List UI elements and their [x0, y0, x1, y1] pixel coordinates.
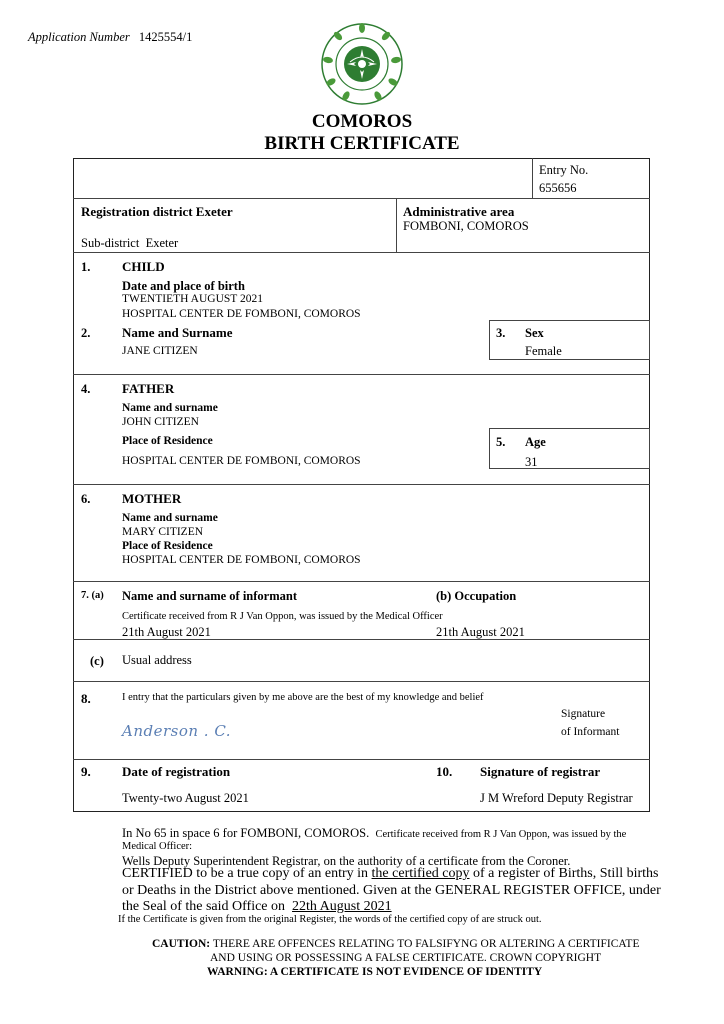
divider [73, 681, 650, 682]
father-name-label: Name and surname [122, 402, 218, 414]
entry-value: 655656 [539, 181, 577, 195]
mother-number: 6. [81, 492, 91, 506]
sex-number: 3. [496, 326, 506, 340]
footer-line-4 [122, 866, 658, 882]
country-title: COMOROS [311, 111, 413, 132]
birth-date-label: Date and place of birth [122, 279, 245, 293]
mother-residence-label: Place of Residence [122, 540, 213, 552]
application-number-label: Application Number [28, 30, 130, 44]
document-title: BIRTH CERTIFICATE [264, 133, 460, 154]
registrar-number: 10. [436, 764, 453, 779]
divider [73, 374, 650, 375]
age-number: 5. [496, 435, 506, 449]
application-number-value: 1425554/1 [138, 30, 193, 44]
footer-line-1b: Certificate received from R J Van Oppon, was issued by the [375, 829, 627, 840]
child-name-number: 2. [81, 326, 91, 340]
caution-line-2: AND USING OR POSSESSING A FALSE CERTIFICATE. CROWN COPYRIGHT [210, 952, 602, 964]
entry-label: Entry No. [539, 163, 589, 177]
footer-line-4b: the certified copy [371, 866, 470, 881]
footer-line-6b: 22th August 2021 [292, 899, 392, 914]
signature-label-2: of Informant [561, 726, 620, 738]
address-number: (c) [90, 654, 104, 668]
informant-date-right: 21th August 2021 [436, 625, 525, 639]
divider [73, 252, 650, 253]
mother-name-value: MARY CITIZEN [122, 526, 204, 538]
footer-line-2: Medical Officer: [122, 841, 193, 852]
father-residence-value: HOSPITAL CENTER DE FOMBONI, COMOROS [122, 455, 361, 467]
informant-date-left: 21th August 2021 [122, 625, 211, 639]
declaration-number: 8. [81, 691, 91, 706]
footer-line-1a: In No 65 in space 6 for FOMBONI, COMOROS. [122, 826, 370, 840]
father-heading: FATHER [122, 381, 175, 396]
caution-line-1 [152, 938, 639, 950]
footer-line-6a: the Seal of the said Office on [122, 899, 286, 914]
informant-number: 7. (a) [81, 590, 104, 601]
subdistrict-value: Exeter [145, 236, 179, 250]
comoros-seal-icon [320, 22, 404, 106]
informant-name-label: Name and surname of informant [122, 589, 297, 603]
address-label: Usual address [122, 653, 192, 667]
footer-line-4c: of a register of Births, Still births [473, 866, 659, 881]
footer-line-5: or Deaths in the District above mentioned. Given at the GENERAL REGISTER OFFICE, under [122, 883, 661, 898]
admin-area-label: Administrative area [403, 204, 515, 219]
divider [73, 581, 650, 582]
footer-line-7: If the Certificate is given from the original Register, the words of the certified copy of are struck out. [118, 914, 542, 925]
signature-label-1: Signature [561, 708, 606, 720]
registrar-value: J M Wreford Deputy Registrar [480, 791, 633, 805]
subdistrict-label: Sub-district [81, 236, 140, 250]
sex-box [489, 320, 650, 360]
child-name-label: Name and Surname [122, 325, 233, 340]
footer-line-4a: CERTIFIED to be a true copy of an entry in [122, 866, 369, 881]
registrar-label: Signature of registrar [480, 764, 601, 779]
age-value: 31 [525, 455, 538, 469]
divider [73, 484, 650, 485]
footer-line-3: Wells Deputy Superintendent Registrar, on the authority of a certificate from the Coroner. [122, 854, 571, 868]
birth-date-value: TWENTIETH AUGUST 2021 [122, 293, 263, 305]
age-box [489, 428, 650, 469]
divider [532, 158, 533, 198]
occupation-label: (b) Occupation [436, 589, 517, 603]
child-number: 1. [81, 260, 91, 274]
application-number [28, 30, 192, 45]
father-name-value: JOHN CITIZEN [122, 416, 199, 428]
father-number: 4. [81, 382, 91, 396]
subdistrict [81, 236, 178, 251]
footer-line-1 [122, 826, 626, 841]
age-label: Age [525, 435, 546, 449]
caution-label: CAUTION: [152, 938, 211, 950]
birth-place-value: HOSPITAL CENTER DE FOMBONI, COMOROS [122, 308, 361, 320]
sex-value: Female [525, 344, 562, 358]
divider [73, 759, 650, 760]
warning-line: WARNING: A CERTIFICATE IS NOT EVIDENCE OF IDENTITY [207, 966, 543, 978]
registration-date-value: Twenty-two August 2021 [122, 791, 249, 805]
admin-area-value: FOMBONI, COMOROS [403, 219, 529, 233]
footer-line-6 [122, 899, 392, 915]
mother-heading: MOTHER [122, 491, 182, 506]
divider [73, 639, 650, 640]
registration-date-number: 9. [81, 764, 91, 779]
registration-district: Registration district Exeter [81, 204, 233, 219]
mother-residence-value: HOSPITAL CENTER DE FOMBONI, COMOROS [122, 554, 361, 566]
divider [396, 198, 397, 252]
registration-date-label: Date of registration [122, 764, 231, 779]
child-heading: CHILD [122, 259, 165, 274]
informant-note: Certificate received from R J Van Oppon, was issued by the Medical Officer [122, 611, 443, 622]
sex-label: Sex [525, 326, 544, 340]
informant-signature: Anderson . C. [122, 722, 232, 740]
mother-name-label: Name and surname [122, 512, 218, 524]
father-residence-label: Place of Residence [122, 435, 213, 447]
child-name-value: JANE CITIZEN [122, 345, 198, 357]
declaration-text: I entry that the particulars given by me above are the best of my knowledge and belief [122, 692, 484, 703]
caution-text-1: THERE ARE OFFENCES RELATING TO FALSIFYNG OR ALTERING A CERTIFICATE [212, 938, 640, 950]
divider [73, 198, 650, 199]
